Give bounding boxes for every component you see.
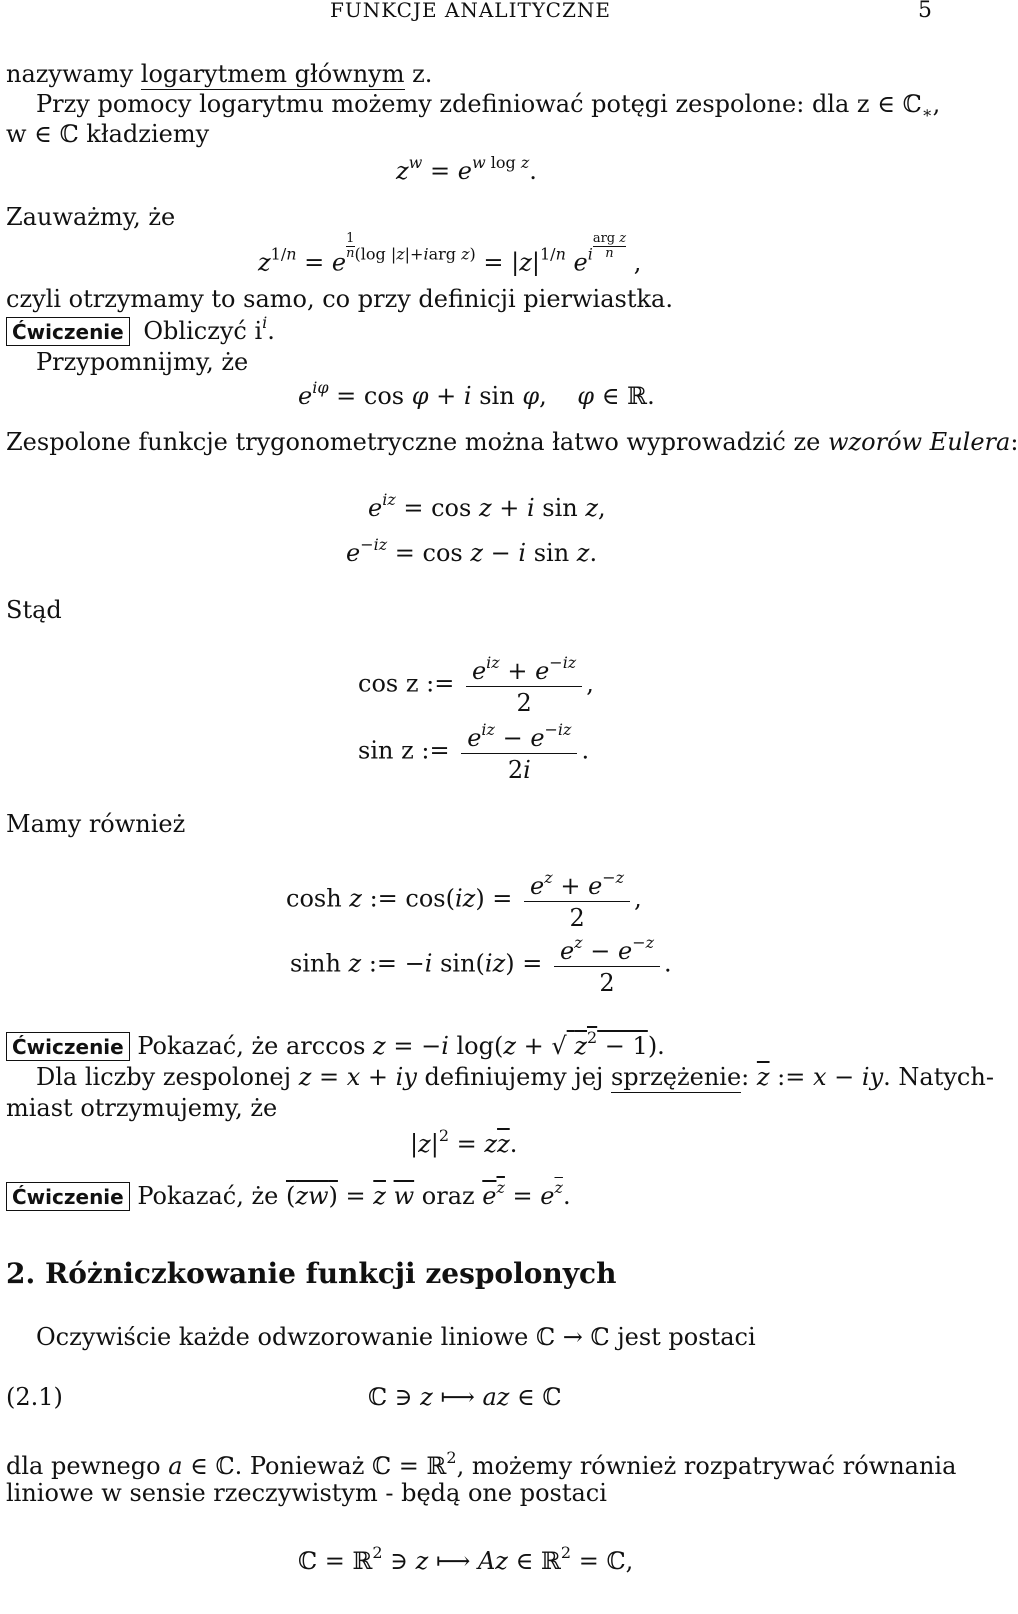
equation-linear-map: ℂ ∋ z ⟼ az ∈ ℂ [368, 1383, 562, 1411]
sinh-fraction: $\frac{e^z - e^{-z}}{2}$ [554, 935, 660, 995]
notice-label: Zauważmy, że [6, 203, 176, 231]
euler-intro [6, 430, 1018, 454]
section-number: 2. [6, 1257, 36, 1290]
term-conjugate: sprzężenie [610, 1063, 742, 1091]
exercise-1-tag: Ćwiczenie [6, 317, 130, 346]
intro-line-1-suffix: z. [404, 60, 433, 88]
conjugate-line-2: miast otrzymujemy, że [6, 1094, 278, 1122]
equation-label-2-1: (2.1) [6, 1383, 63, 1411]
exercise-2 [6, 1030, 665, 1061]
running-header-title: FUNKCJE ANALITYCZNE [330, 0, 611, 22]
also-label: Mamy również [6, 810, 186, 838]
cos-lhs: cos z := [358, 669, 455, 698]
exercise-1 [6, 315, 275, 346]
cos-fraction: $\frac{e^{iz} + e^{-iz}}{2}$ [466, 655, 582, 715]
exercise-1-end: . [267, 317, 275, 345]
intro-line-2 [36, 92, 940, 121]
cosh-fraction: $\frac{e^z + e^{-z}}{2}$ [524, 870, 630, 930]
exercise-2-tag: Ćwiczenie [6, 1032, 130, 1061]
recall-label: Przypomnijmy, że [36, 348, 249, 376]
equation-cos-definition: cos z := $\frac{e^{iz} + e^{-iz}}{2}$ , [358, 653, 594, 717]
term-principal-logarithm: logarytmem głównym [140, 60, 405, 88]
equation-modulus-squared: $|z|^2 = z\overline{z}$. [410, 1126, 518, 1158]
equation-cosh-definition: cosh z := cos(iz) = $\frac{e^z + e^{-z}}{2}$ , [286, 868, 642, 932]
sinh-denominator: 2 [599, 969, 615, 997]
notice-conclusion: czyli otrzymamy to samo, co przy definicji pierwiastka. [6, 285, 673, 313]
exercise-3-text: Pokazać, że $(zw) = \overline{z}$ $\overline{w}$ oraz $e^z = e^{\overline{z}}$. [137, 1178, 571, 1210]
cosh-denominator: 2 [569, 904, 585, 932]
exercise-1-text: Obliczyć i [143, 317, 263, 345]
sin-lhs: sin z := [358, 736, 450, 765]
exercise-2-text: Pokazać, że arccos z = −i log(z + √ $z^2 - 1$). [137, 1028, 665, 1060]
conjugate-line-1: Dla liczby zespolonej z = x + iy definiujemy jej sprzężenie: $\overline{z}$ := x − iy. Natych- [36, 1063, 994, 1091]
intro-line-2-sub: ∗ [921, 103, 933, 122]
equation-real-linear-map: ℂ = ℝ$^2$ ∋ z ⟼ Az ∈ ℝ$^2$ = ℂ, [298, 1543, 634, 1575]
section-paragraph-2-line-1: dla pewnego a ∈ ℂ. Ponieważ ℂ = ℝ$^2$, możemy również rozpatrywać równania [6, 1448, 957, 1480]
section-heading [6, 1257, 617, 1290]
euler-intro-suffix: : [1010, 428, 1018, 456]
intro-line-2-text: Przy pomocy logarytmu możemy zdefiniować potęgi zespolone: dla z ∈ ℂ [36, 90, 922, 118]
exercise-3 [6, 1180, 571, 1211]
page-number: 5 [918, 0, 932, 23]
intro-line-3: w ∈ ℂ kładziemy [6, 120, 210, 148]
section-paragraph-2-line-2: liniowe w sensie rzeczywistym - będą one postaci [6, 1479, 607, 1507]
sin-fraction: $\frac{e^{iz} - e^{-iz}}{2i}$ [461, 722, 577, 782]
intro-line-1 [6, 62, 432, 86]
equation-euler-1: $e^{iz} = \cos z + i$ sin z, [368, 490, 606, 522]
cos-denominator: 2 [516, 689, 532, 717]
equation-euler-formula: $e^{i\varphi} = \cos \varphi + i$ sin φ, φ ∈ ℝ. [298, 378, 655, 410]
exercise-3-tag: Ćwiczenie [6, 1182, 130, 1211]
intro-line-2-end: , [932, 90, 941, 118]
equation-sinh-definition: sinh z := −i sin(iz) = $\frac{e^z - e^{-z}}{2}$ . [290, 933, 672, 997]
equation-complex-power: $z^w = e^w$ $^{log}$ $^z$. [396, 153, 537, 185]
euler-intro-emph: wzorów Eulera [827, 428, 1011, 456]
euler-intro-prefix: Zespolone funkcje trygonometryczne można łatwo wyprowadzić ze [6, 428, 828, 456]
section-paragraph-1: Oczywiście każde odwzorowanie liniowe ℂ → ℂ jest postaci [36, 1323, 756, 1351]
equation-sin-definition: sin z := $\frac{e^{iz} - e^{-iz}}{2i}$ . [358, 720, 590, 784]
section-title: Różniczkowanie funkcji zespolonych [44, 1257, 617, 1290]
equation-euler-2: $e^{-iz} = \cos z - i$ sin z. [346, 535, 598, 567]
sin-denominator: 2i [507, 756, 531, 784]
intro-line-1-prefix: nazywamy [6, 60, 141, 88]
exercise-1-sup: i [262, 313, 268, 332]
hence-label: Stąd [6, 596, 62, 624]
equation-root: $z^{1/n} = e$ $\frac{1}{n}$ $^{(log |z|+iarg z)} = |z|^{1/n}$ $e^i$ arg z n , [258, 231, 642, 277]
